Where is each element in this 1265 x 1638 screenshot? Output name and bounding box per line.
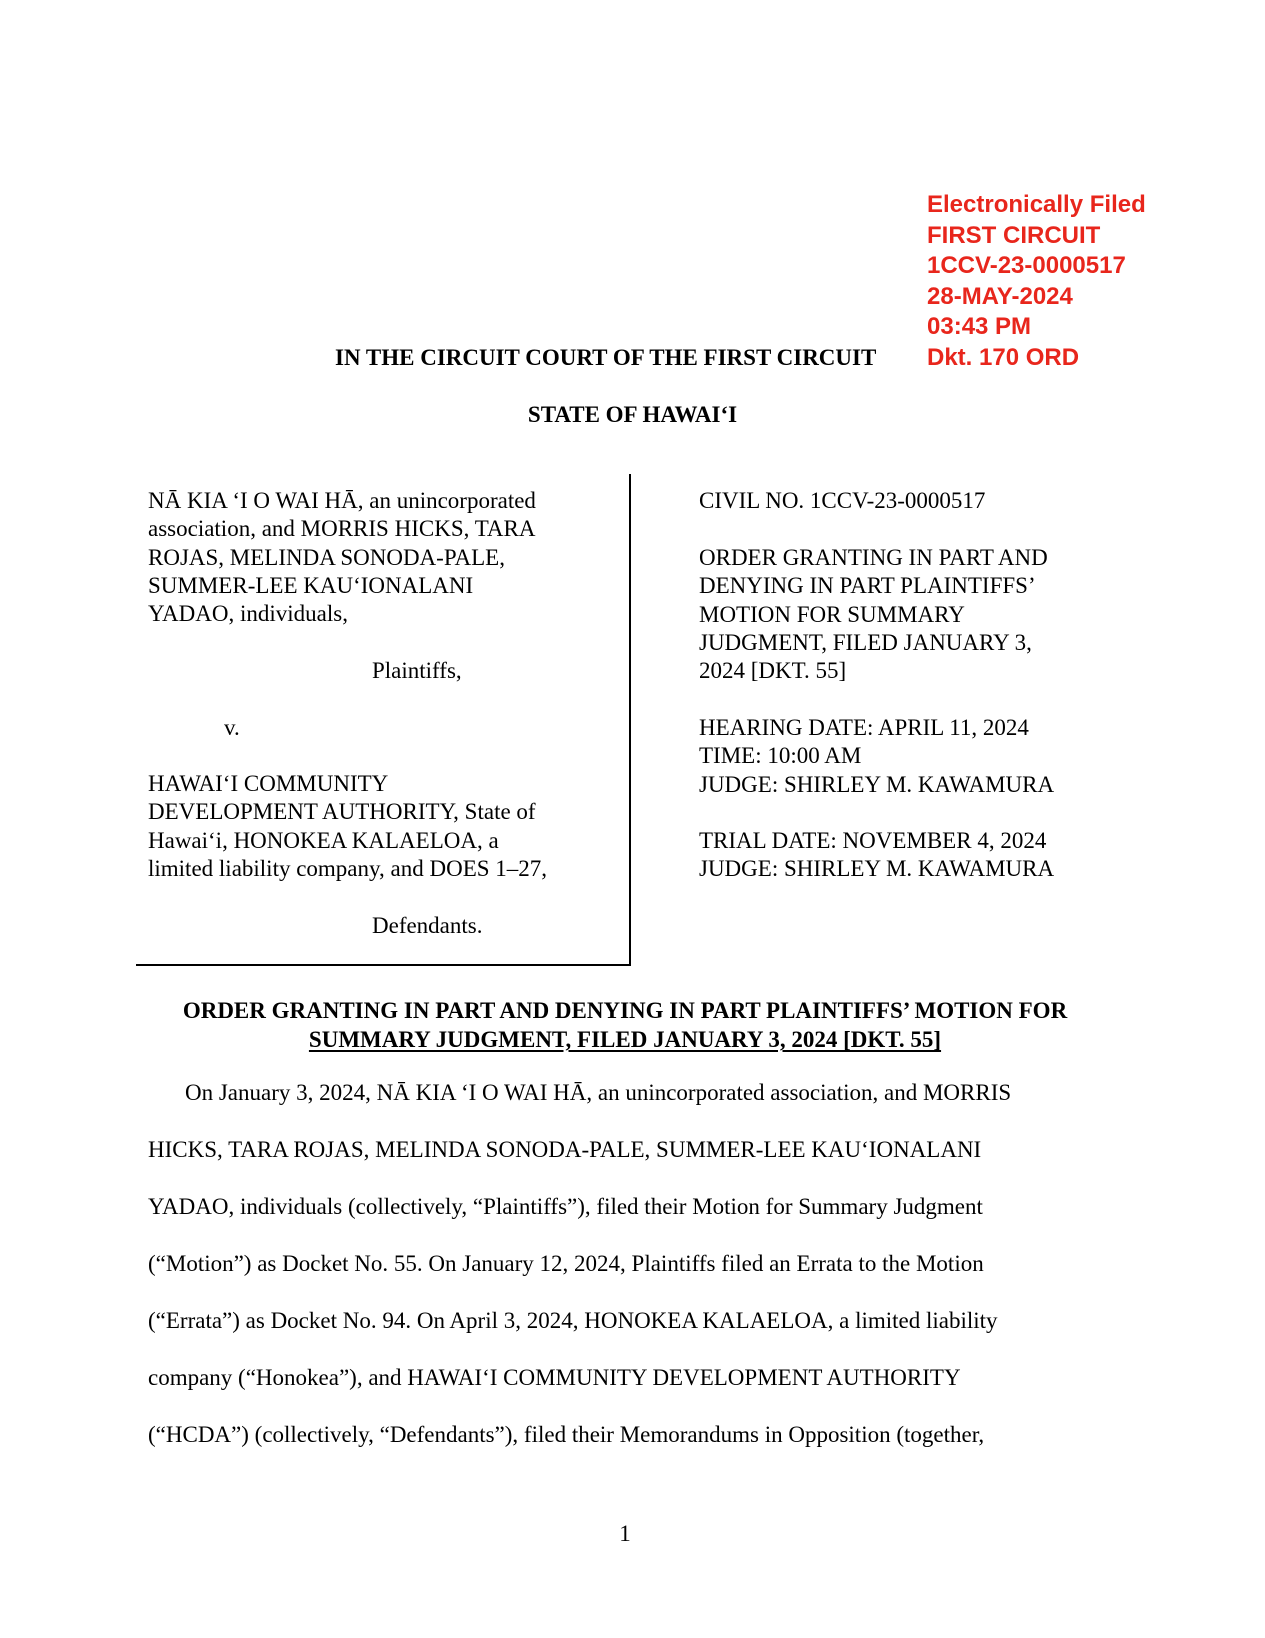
hearing-judge: JUDGE: SHIRLEY M. KAWAMURA [699, 771, 1055, 797]
order-title-block [699, 544, 1048, 685]
hearing-block [699, 714, 1054, 799]
court-title: IN THE CIRCUIT COURT OF THE FIRST CIRCUIT [335, 345, 877, 370]
state-title-text: STATE OF HAWAIʻI [527, 402, 738, 427]
stamp-line-case-number: 1CCV-23-0000517 [927, 252, 1126, 279]
electronic-filing-stamp [927, 190, 1146, 373]
stamp-line-docket: Dkt. 170 ORD [927, 343, 1080, 371]
defendants-line: HAWAIʻI COMMUNITY [148, 771, 389, 796]
order-title-line: MOTION FOR SUMMARY [699, 601, 965, 627]
defendants-line: DEVELOPMENT AUTHORITY, State of [148, 799, 536, 825]
order-title-line: ORDER GRANTING IN PART AND [699, 545, 1048, 570]
body-line: (“HCDA”) (collectively, “Defendants”), filed their Memorandums in Opposition (together, [148, 1422, 985, 1447]
caption-horizontal-divider [136, 964, 631, 966]
versus-label: v. [224, 715, 240, 740]
defendants-block [148, 770, 547, 883]
defendants-label: Defendants. [372, 913, 483, 938]
stamp-line-filed: Electronically Filed [927, 191, 1146, 218]
body-line: YADAO, individuals (collectively, “Plaintiffs”), filed their Motion for Summary Judgment [148, 1194, 983, 1219]
order-title-line: DENYING IN PART PLAINTIFFS’ [699, 573, 1036, 599]
trial-block [699, 827, 1054, 884]
civil-number: CIVIL NO. 1CCV-23-0000517 [699, 488, 986, 513]
hearing-date: HEARING DATE: APRIL 11, 2024 [699, 715, 1029, 740]
plaintiffs-line: SUMMER-LEE KAUʻIONALANI [148, 572, 474, 598]
order-heading-line-2-text: SUMMARY JUDGMENT, FILED JANUARY 3, 2024 [DKT. 55] [308, 1027, 942, 1052]
hearing-time: TIME: 10:00 AM [699, 743, 862, 769]
caption-parties [148, 487, 618, 938]
stamp-line-time: 03:43 PM [927, 313, 1032, 340]
state-title [0, 402, 1265, 428]
defendants-line: Hawaiʻi, HONOKEA KALAELOA, a [148, 827, 499, 853]
trial-judge: JUDGE: SHIRLEY M. KAWAMURA [699, 856, 1055, 882]
stamp-line-date: 28-MAY-2024 [927, 282, 1073, 310]
body-line: company (“Honokea”), and HAWAIʻI COMMUNITY DEVELOPMENT AUTHORITY [148, 1365, 961, 1390]
trial-date: TRIAL DATE: NOVEMBER 4, 2024 [699, 828, 1047, 853]
order-heading-line-2 [0, 1025, 1250, 1054]
caption-vertical-divider [629, 474, 631, 966]
plaintiffs-block [148, 487, 618, 628]
body-line: (“Errata”) as Docket No. 94. On April 3, 2024, HONOKEA KALAELOA, a limited liability [148, 1308, 998, 1333]
plaintiffs-line: YADAO, individuals, [148, 601, 348, 627]
order-title-line: JUDGMENT, FILED JANUARY 3, [699, 629, 1032, 655]
plaintiffs-line: ROJAS, MELINDA SONODA-PALE, [148, 544, 505, 570]
body-line: On January 3, 2024, NĀ KIA ʻI O WAI HĀ, an unincorporated association, and MORRIS [185, 1080, 1012, 1105]
page-number: 1 [619, 1521, 631, 1546]
body-line: (“Motion”) as Docket No. 55. On January 12, 2024, Plaintiffs filed an Errata to the Motion [148, 1251, 984, 1276]
stamp-line-circuit: FIRST CIRCUIT [927, 221, 1101, 249]
body-line: HICKS, TARA ROJAS, MELINDA SONODA-PALE, SUMMER-LEE KAUʻIONALANI [148, 1137, 982, 1162]
order-title-line: 2024 [DKT. 55] [699, 658, 847, 684]
plaintiffs-line: association, and MORRIS HICKS, TARA [148, 516, 536, 542]
plaintiffs-label: Plaintiffs, [372, 658, 462, 683]
order-heading [0, 996, 1250, 1054]
plaintiffs-line: NĀ KIA ʻI O WAI HĀ, an unincorporated [148, 488, 536, 513]
order-heading-line-1: ORDER GRANTING IN PART AND DENYING IN PART PLAINTIFFS’ MOTION FOR [182, 998, 1068, 1023]
defendants-line: limited liability company, and DOES 1–27, [148, 855, 548, 881]
